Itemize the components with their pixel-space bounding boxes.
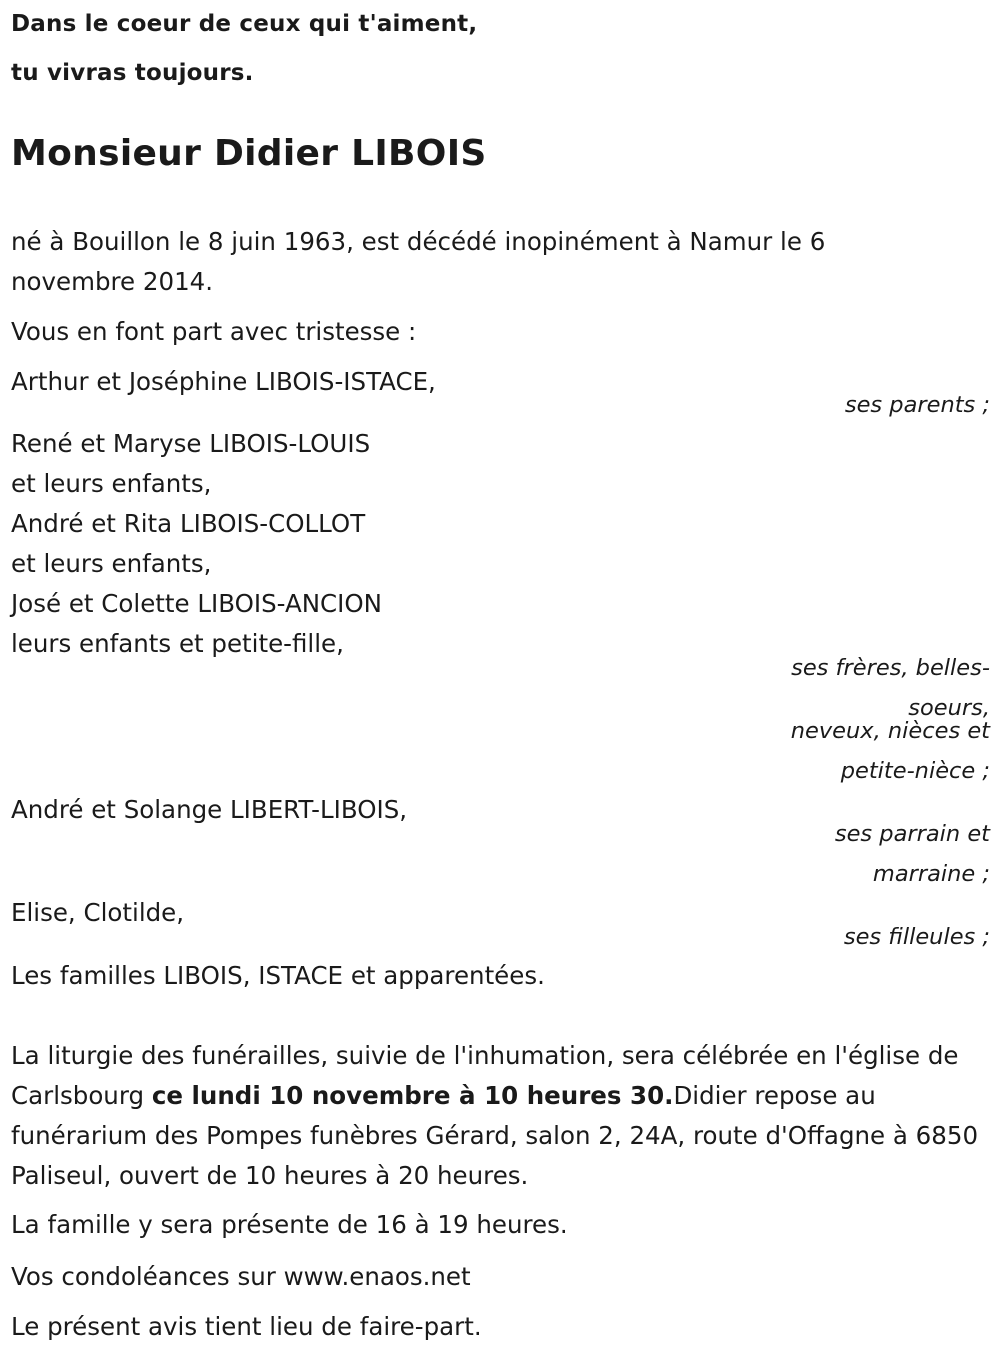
siblings-relation-line: soeurs, [908,695,990,721]
siblings-line: René et Maryse LIBOIS-LOUIS [11,429,371,458]
condolences-line: Vos condoléances sur www.enaos.net [11,1262,471,1291]
siblings-relation-line: neveux, nièces et [790,718,990,744]
siblings-line: André et Rita LIBOIS-COLLOT [11,509,366,538]
goddaughters-relation: ses filleules ; [843,924,990,950]
goddaughters-names: Elise, Clotilde, [11,898,185,927]
godparents-relation-line: marraine ; [872,861,990,887]
funeral-details [11,1036,991,1196]
parents-names: Arthur et Joséphine LIBOIS-ISTACE, [11,367,436,396]
funeral-text-part-2: Didier repose au funérarium des Pompes funèbres Gérard, salon 2, 24A, route d'Offagne à 6850 Paliseul, ouvert de 10 heures à 20 heures. [11,1081,979,1190]
siblings-line: et leurs enfants, [11,469,212,498]
deceased-name: Monsieur Didier LIBOIS [11,133,487,174]
godparents-relation-line: ses parrain et [834,821,990,847]
funeral-date-time: ce lundi 10 novembre à 10 heures 30. [151,1081,674,1110]
epigraph-line-1: Dans le coeur de ceux qui t'aiment, [11,11,478,37]
family-presence: La famille y sera présente de 16 à 19 heures. [11,1210,568,1239]
siblings-line: leurs enfants et petite-fille, [11,629,344,658]
birth-death-line-2: novembre 2014. [11,267,214,296]
siblings-relation-line: ses frères, belles- [791,655,990,681]
parents-relation: ses parents ; [844,392,990,418]
notice-line: Le présent avis tient lieu de faire-part. [11,1312,482,1341]
funeral-text-part-1: La liturgie des funérailles, suivie de l'inhumation, sera célébrée en l'église de Carlsbourg [11,1041,959,1110]
families-line: Les familles LIBOIS, ISTACE et apparentées. [11,961,545,990]
siblings-line: et leurs enfants, [11,549,212,578]
birth-death-line-1: né à Bouillon le 8 juin 1963, est décédé inopinément à Namur le 6 [11,227,826,256]
intro-text: Vous en font part avec tristesse : [11,317,417,346]
epigraph-line-2: tu vivras toujours. [11,60,254,86]
godparents-names: André et Solange LIBERT-LIBOIS, [11,795,408,824]
siblings-line: José et Colette LIBOIS-ANCION [11,589,383,618]
siblings-relation-line: petite-nièce ; [840,758,990,784]
